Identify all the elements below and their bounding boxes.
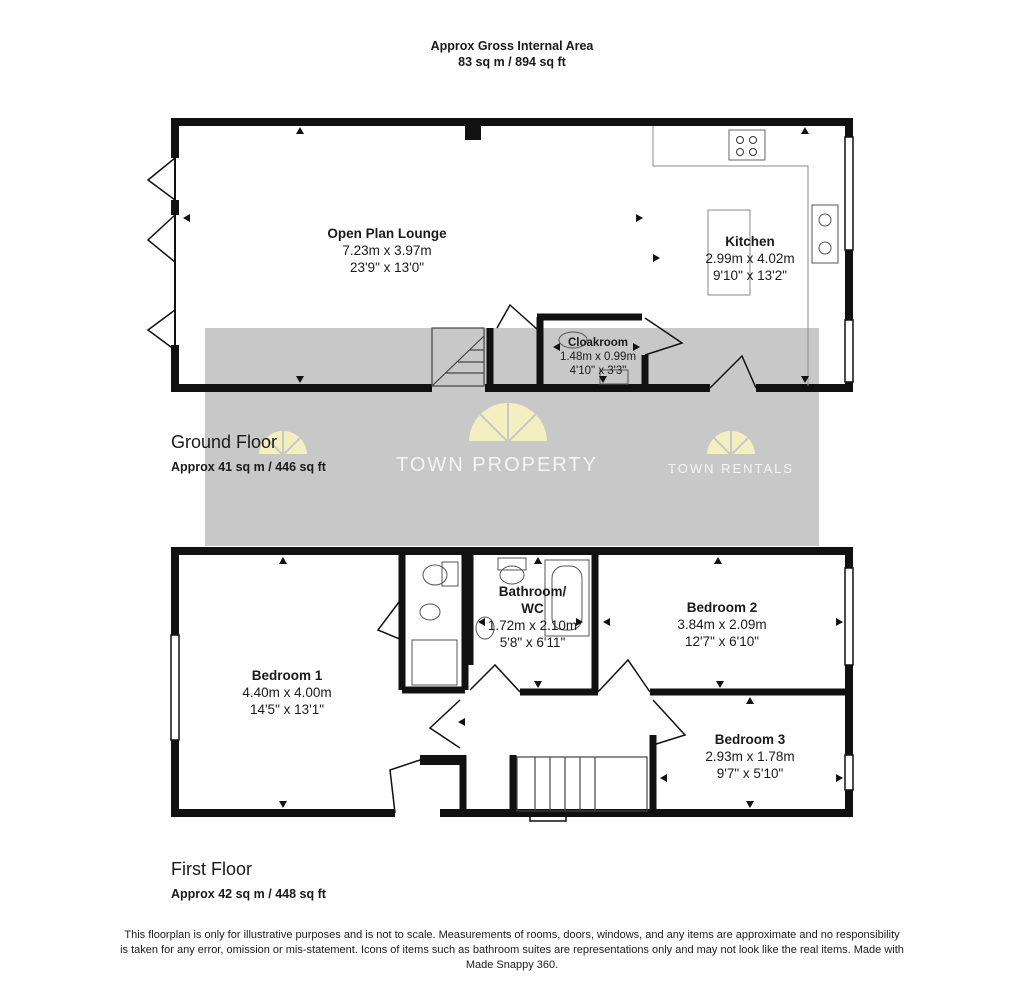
room-imperial: 9'7" x 5'10"	[716, 766, 784, 781]
first-floor-area: Approx 42 sq m / 448 sq ft	[171, 887, 326, 901]
room-metric: 4.40m x 4.00m	[242, 685, 332, 700]
room-metric: 2.99m x 4.02m	[705, 251, 795, 266]
room-bedroom-1	[222, 667, 352, 718]
room-bedroom-3	[690, 731, 810, 782]
room-imperial: 9'10" x 13'2"	[712, 268, 788, 283]
ground-floor-title: Ground Floor	[171, 432, 278, 452]
ground-floor-area: Approx 41 sq m / 446 sq ft	[171, 460, 326, 474]
room-name: Open Plan Lounge	[327, 226, 447, 241]
room-metric: 7.23m x 3.97m	[342, 243, 432, 258]
room-imperial: 5'8" x 6'11"	[499, 635, 566, 650]
room-bedroom-2	[662, 599, 782, 650]
room-imperial: 4'10" x 3'3"	[569, 365, 627, 377]
room-cloakroom	[548, 336, 648, 378]
room-imperial: 23'9" x 13'0"	[349, 260, 425, 275]
room-name: Bedroom 3	[714, 732, 786, 747]
first-stairs	[517, 757, 647, 811]
watermark-brand: TOWN PROPERTY	[396, 454, 598, 476]
room-metric: 2.93m x 1.78m	[705, 749, 795, 764]
room-name: Bedroom 1	[251, 668, 323, 683]
room-imperial: 12'7" x 6'10"	[684, 634, 760, 649]
area-title: Approx Gross Internal Area	[430, 39, 594, 53]
room-kitchen	[690, 233, 810, 284]
watermark-brand-secondary: TOWN RENTALS	[668, 461, 795, 476]
first-floor-title: First Floor	[171, 859, 252, 879]
room-metric: 1.48m x 0.99m	[559, 351, 637, 363]
room-name-2: WC	[521, 601, 544, 616]
room-name: Kitchen	[725, 234, 775, 249]
room-metric: 3.84m x 2.09m	[677, 617, 767, 632]
room-name: Bathroom/	[498, 584, 567, 599]
total-area: 83 sq m / 894 sq ft	[458, 55, 566, 69]
room-name: Cloakroom	[567, 337, 629, 349]
room-bathroom-wc	[475, 583, 590, 651]
room-open-plan-lounge	[292, 225, 482, 276]
room-imperial: 14'5" x 13'1"	[249, 702, 325, 717]
room-name: Bedroom 2	[686, 600, 758, 615]
room-metric: 1.72m x 2.10m	[487, 618, 578, 633]
disclaimer-text: This floorplan is only for illustrative purposes and is not to scale. Measurements of rooms, doors, windows, and any items are approximate and no responsibility is taken for any error, omission or mis-statement. Icons of items such as bathroom suites are representations only and may not look like the real items. Made with Made Snappy 360.	[120, 929, 904, 971]
